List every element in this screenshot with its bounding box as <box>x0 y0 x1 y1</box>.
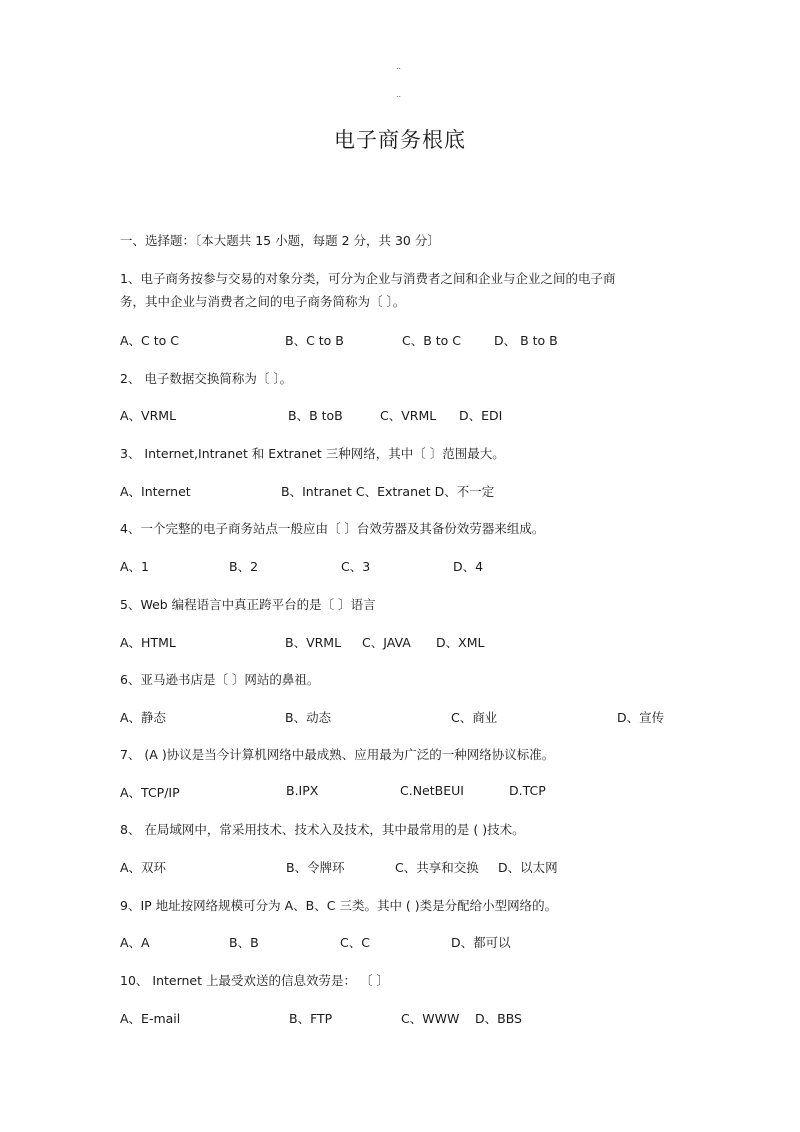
option-7b: B.IPX <box>286 783 319 798</box>
option-10c: C、WWW <box>401 1011 460 1026</box>
option-9b: B、B <box>229 935 259 950</box>
option-4c: C、3 <box>341 559 371 574</box>
option-6d: D、宣传 <box>617 710 665 725</box>
option-5a: A、HTML <box>120 635 176 650</box>
question-3: 3、 Internet,Intranet 和 Extranet 三种网络，其中〔 〕范围最大。 <box>120 446 505 461</box>
option-4a: A、1 <box>120 559 150 574</box>
option-2b: B、B toB <box>288 408 343 423</box>
option-7c: C.NetBEUI <box>400 783 464 798</box>
option-2d: D、EDI <box>459 408 503 423</box>
option-8b: B、令牌环 <box>286 860 345 875</box>
question-2: 2、 电子数据交换简称为〔 〕。 <box>120 371 293 386</box>
page-title: 电子商务根底 <box>334 128 466 152</box>
option-1b: B、C to B <box>285 333 344 348</box>
question-1-line-1: 1、电子商务按参与交易的对象分类，可分为企业与消费者之间和企业与企业之间的电子商 <box>120 271 616 286</box>
option-9a: A、A <box>120 935 150 950</box>
option-3bcd: B、Intranet C、Extranet D、不一定 <box>281 484 495 499</box>
question-6: 6、亚马逊书店是〔 〕网站的鼻祖。 <box>120 672 320 687</box>
option-10d: D、BBS <box>475 1011 522 1026</box>
question-7: 7、 (A )协议是当今计算机网络中最成熟、应用最为广泛的一种网络协议标准。 <box>120 747 555 762</box>
option-5c: C、JAVA <box>362 635 411 650</box>
question-10: 10、 Internet 上最受欢送的信息效劳是： 〔 〕 <box>120 973 389 988</box>
question-5: 5、Web 编程语言中真正跨平台的是〔 〕语言 <box>120 597 376 612</box>
header-dots: .. <box>396 62 402 71</box>
option-2c: C、VRML <box>380 408 437 423</box>
option-9c: C、C <box>340 935 370 950</box>
option-2a: A、VRML <box>120 408 177 423</box>
option-9d: D、都可以 <box>451 935 511 950</box>
option-1d: D、 B to B <box>494 333 558 348</box>
option-6c: C、商业 <box>451 710 498 725</box>
option-4b: B、2 <box>229 559 259 574</box>
question-1-line-2: 务，其中企业与消费者之间的电子商务简称为〔 〕。 <box>120 294 406 309</box>
option-4d: D、4 <box>453 559 484 574</box>
option-3a: A、Internet <box>120 484 191 499</box>
option-7d: D.TCP <box>509 783 546 798</box>
option-7a: A、TCP/IP <box>120 785 180 800</box>
question-4: 4、一个完整的电子商务站点一般应由〔 〕台效劳器及其备份效劳器来组成。 <box>120 521 545 536</box>
question-9: 9、IP 地址按网络规模可分为 A、B、C 三类。其中 ( )类是分配给小型网络的。 <box>120 898 558 913</box>
question-8: 8、 在局域网中，常采用技术、技术入及技术，其中最常用的是 ( )技术。 <box>120 822 525 837</box>
option-10b: B、FTP <box>289 1011 333 1026</box>
header-dots: .. <box>396 90 402 99</box>
option-5d: D、XML <box>436 635 485 650</box>
section-heading: 一、选择题：〔本大题共 15 小题，每题 2 分，共 30 分〕 <box>120 233 440 248</box>
option-10a: A、E-mail <box>120 1011 181 1026</box>
option-1a: A、C to C <box>120 333 180 348</box>
option-6a: A、静态 <box>120 710 167 725</box>
option-1c: C、B to C <box>402 333 462 348</box>
option-6b: B、动态 <box>285 710 332 725</box>
option-5b: B、VRML <box>285 635 342 650</box>
option-8a: A、双环 <box>120 860 167 875</box>
option-8c: C、共享和交换 <box>395 860 479 875</box>
option-8d: D、以太网 <box>498 860 558 875</box>
